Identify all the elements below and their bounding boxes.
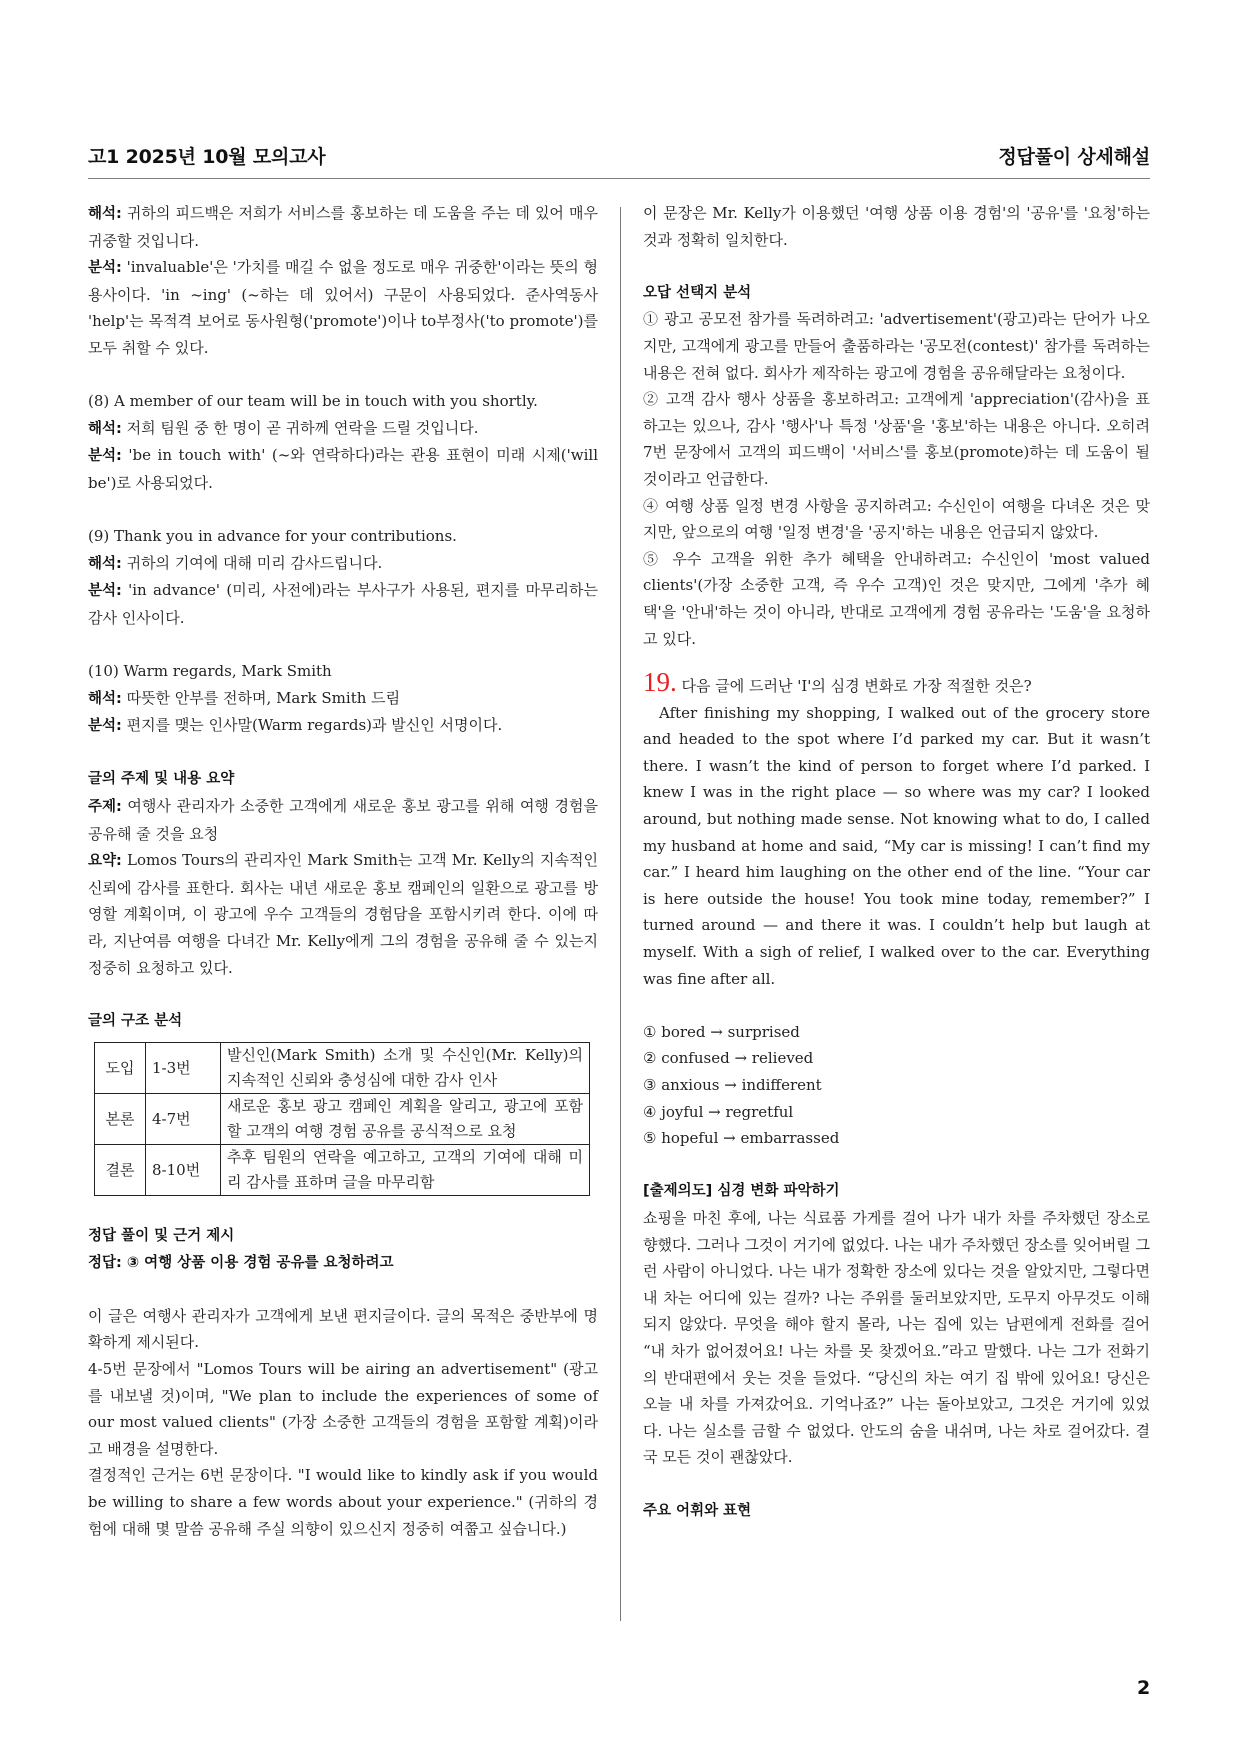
summary-heading: 글의 주제 및 내용 요약: [88, 771, 235, 788]
intent-heading: [출제의도] 심경 변화 파악하기: [643, 1183, 840, 1200]
analysis-label: 분석:: [88, 718, 122, 735]
sentence-10: (10) Warm regards, Mark Smith: [88, 662, 332, 681]
sentence-9-analysis: 분석: 'in advance' (미리, 사전에)라는 부사구가 사용된, 편지를 마무리하는 감사 인사이다.: [88, 581, 598, 627]
summary: 요약: Lomos Tours의 관리자인 Mark Smith는 고객 Mr. Kelly의 지속적인 신뢰에 감사를 표한다. 회사는 내년 새로운 홍보 캠페인의 일환으로 광고를 방영할 계획이며, 이 광고에 우수 고객들의 경험담을 포함시키려 한다. 이에 따라, 지난여름 여행을 다녀간 Mr. Kelly에게 그의 경험을 공유해 줄 수 있는지 정중히 요청하고 있다.: [88, 851, 598, 977]
sentence-9-translation: 해석: 귀하의 기여에 대해 미리 감사드립니다.: [88, 553, 383, 572]
question-19: [643, 666, 1150, 700]
column-divider: [620, 207, 621, 1621]
passage-translation: 쇼핑을 마친 후에, 나는 식료품 가게를 걸어 나가 내가 차를 주차했던 장소로 향했다. 그러나 그것이 거기에 없었다. 나는 내가 주차했던 장소를 잊어버릴 그런 사람이 아니었다. 나는 내가 정확한 장소에 있다는 것을 알았지만, 그렇다면 내 차는 어디에 있는 걸까? 나는 주위를 둘러보았지만, 도무지 아무것도 이해되지 않았다. 무엇을 해야 할지 몰라, 나는 집에 있는 남편에게 전화를 걸어 “내 차가 없어졌어요! 나는 차를 못 찾겠어요.”라고 말했다. 나는 그가 전화기의 반대편에서 웃는 것을 들었다. “당신의 차는 여기 집 밖에 있어요! 당신은 오늘 내 차를 가져갔어요. 기억나죠?” 나는 돌아보았고, 그것은 거기에 있었다. 나는 실소를 금할 수 없었다. 안도의 숨을 내쉬며, 나는 차로 걸어갔다. 결국 모든 것이 괜찮았다.: [643, 1208, 1150, 1467]
option-5: ⑤ hopeful → embarrassed: [643, 1129, 840, 1148]
description-cell: 새로운 홍보 광고 캠페인 계획을 알리고, 광고에 포함할 고객의 여행 경험 공유를 공식적으로 요청: [221, 1094, 590, 1145]
wrong-option-2: ② 고객 감사 행사 상품을 홍보하려고: 고객에게 'appreciation'(감사)을 표하고는 있으나, 감사 '행사'나 특정 '상품'을 '홍보'하는 내용은 아니다. 오히려 7번 문장에서 고객의 피드백이 '서비스'를 홍보(promote)하는 데 도움이 될 것이라고 언급한다.: [643, 390, 1150, 488]
table-row: [95, 1094, 590, 1145]
question-prompt: 다음 글에 드러난 'I'의 심경 변화로 가장 적절한 것은?: [676, 677, 1032, 696]
question-passage: After finishing my shopping, I walked out of the grocery store and headed to the spot where I’d parked my car. But it wasn’t there. I wasn’t the kind of person to forget where I’d parked. I knew I was in the right place — so where was my car? I looked around, but nothing made sense. Not knowing what to do, I called my husband at home and said, “My car is missing! I can’t find my car.” I heard him laughing on the other end of the line. “Your car is here outside the house! You took mine today, remember?” I turned around — and there it was. I couldn’t help but laugh at myself. With a sigh of relief, I walked over to the car. Everything was fine after all.: [643, 703, 1150, 988]
question-number: 19.: [643, 667, 677, 698]
part-cell: 본론: [95, 1094, 146, 1145]
option-1: ① bored → surprised: [643, 1022, 800, 1041]
description-cell: 발신인(Mark Smith) 소개 및 수신인(Mr. Kelly)의 지속적인 신뢰와 충성심에 대한 감사 인사: [221, 1043, 590, 1094]
sentence-8: (8) A member of our team will be in touch with you shortly.: [88, 392, 538, 411]
sentence-7-analysis: 분석: 'invaluable'은 '가치를 매길 수 없을 정도로 매우 귀중한'이라는 뜻의 형용사이다. 'in ~ing' (~하는 데 있어서) 구문이 사용되었다. 준사역동사 'help'는 목적격 보어로 동사원형('promote')이나 to부정사('to promote')를 모두 취할 수 있다.: [88, 258, 598, 357]
wrong-option-1: ① 광고 공모전 참가를 독려하려고: 'advertisement'(광고)라는 단어가 나오지만, 고객에게 광고를 만들어 출품하라는 '공모전(contest)' 참가를 독려하는 내용은 전혀 없다. 회사가 제작하는 광고에 경험을 공유해달라는 요청이다.: [643, 310, 1150, 382]
sentence-8-translation: 해석: 저희 팀원 중 한 명이 곧 귀하께 연락을 드릴 것입니다.: [88, 418, 479, 437]
description-cell: 추후 팀원의 연락을 예고하고, 고객의 기여에 대해 미리 감사를 표하며 글을 마무리함: [221, 1145, 590, 1196]
vocab-heading: 주요 어휘와 표현: [643, 1502, 752, 1519]
structure-heading: 글의 구조 분석: [88, 1012, 183, 1029]
left-column: [88, 200, 598, 1542]
answer-line: 정답: ③ 여행 상품 이용 경험 공유를 요청하려고: [88, 1254, 394, 1271]
wrong-options-heading: 오답 선택지 분석: [643, 284, 752, 301]
structure-table: [94, 1042, 590, 1196]
topic-label: 주제:: [88, 799, 122, 816]
page-header: [88, 138, 1150, 179]
analysis-label: 분석:: [88, 448, 122, 465]
part-cell: 도입: [95, 1043, 146, 1094]
part-cell: 결론: [95, 1145, 146, 1196]
option-3: ③ anxious → indifferent: [643, 1076, 822, 1094]
table-row: [95, 1145, 590, 1196]
exam-title: 고1 2025년 10월 모의고사: [88, 146, 326, 168]
wrong-option-5: ⑤ 우수 고객을 위한 추가 혜택을 안내하려고: 수신인이 'most valued clients'(가장 소중한 고객, 즉 우수 고객)인 것은 맞지만, 그에게 '추가 혜택'을 '안내'하는 것이 아니라, 반대로 고객에게 경험 공유라는 '도움'을 요청하고 있다.: [643, 549, 1150, 648]
answer-options: [643, 1019, 1150, 1152]
sentence-10-analysis: 분석: 편지를 맺는 인사말(Warm regards)과 발신인 서명이다.: [88, 716, 503, 735]
translation-label: 해석:: [88, 206, 122, 222]
range-cell: 1-3번: [146, 1043, 221, 1094]
translation-label: 해석:: [88, 690, 122, 707]
analysis-label: 분석:: [88, 260, 122, 277]
table-row: [95, 1043, 590, 1094]
translation-label: 해석:: [88, 555, 122, 572]
sentence-8-analysis: 분석: 'be in touch with' (~와 연락하다)라는 관용 표현이 미래 시제('will be')로 사용되었다.: [88, 446, 598, 492]
option-4: ④ joyful → regretful: [643, 1102, 794, 1121]
wrong-option-4: ④ 여행 상품 일정 변경 사항을 공지하려고: 수신인이 여행을 다녀온 것은 맞지만, 앞으로의 여행 '일정 변경'을 '공지'하는 내용은 언급되지 않았다.: [643, 496, 1150, 542]
answer-paragraph-2: 4-5번 문장에서 "Lomos Tours will be airing an advertisement" (광고를 내보낼 것)이며, "We plan to include the experiences of some of our most valued clients" (가장 소중한 고객들의 경험을 포함할 계획)이라고 배경을 설명한다.: [88, 1359, 598, 1458]
right-column: [643, 200, 1150, 1524]
option-2: ② confused → relieved: [643, 1049, 814, 1068]
range-cell: 8-10번: [146, 1145, 221, 1196]
topic: 주제: 여행사 관리자가 소중한 고객에게 새로운 홍보 광고를 위해 여행 경험을 공유해 줄 것을 요청: [88, 797, 598, 843]
analysis-label: 분석:: [88, 583, 122, 600]
sentence-9: (9) Thank you in advance for your contributions.: [88, 527, 457, 546]
section-title: 정답풀이 상세해설: [998, 146, 1150, 168]
summary-label: 요약:: [88, 853, 122, 870]
answer-paragraph-3: 결정적인 근거는 6번 문장이다. "I would like to kindly ask if you would be willing to share a few words about your experience." (귀하의 경험에 대해 몇 말씀 공유해 주실 의향이 있으신지 정중히 여쭙고 싶습니다.): [88, 1466, 598, 1538]
page-number: 2: [1137, 1677, 1151, 1699]
translation-label: 해석:: [88, 420, 122, 437]
sentence-10-translation: 해석: 따뜻한 안부를 전하며, Mark Smith 드림: [88, 688, 401, 707]
range-cell: 4-7번: [146, 1094, 221, 1145]
sentence-7-translation: 해석: 귀하의 피드백은 저희가 서비스를 홍보하는 데 도움을 주는 데 있어 매우 귀중할 것입니다.: [88, 204, 598, 250]
answer-conclusion: 이 문장은 Mr. Kelly가 이용했던 '여행 상품 이용 경험'의 '공유'를 '요청'하는 것과 정확히 일치한다.: [643, 204, 1150, 249]
answer-heading: 정답 풀이 및 근거 제시: [88, 1228, 235, 1244]
answer-paragraph-1: 이 글은 여행사 관리자가 고객에게 보낸 편지글이다. 글의 목적은 중반부에 명확하게 제시된다.: [88, 1306, 598, 1352]
